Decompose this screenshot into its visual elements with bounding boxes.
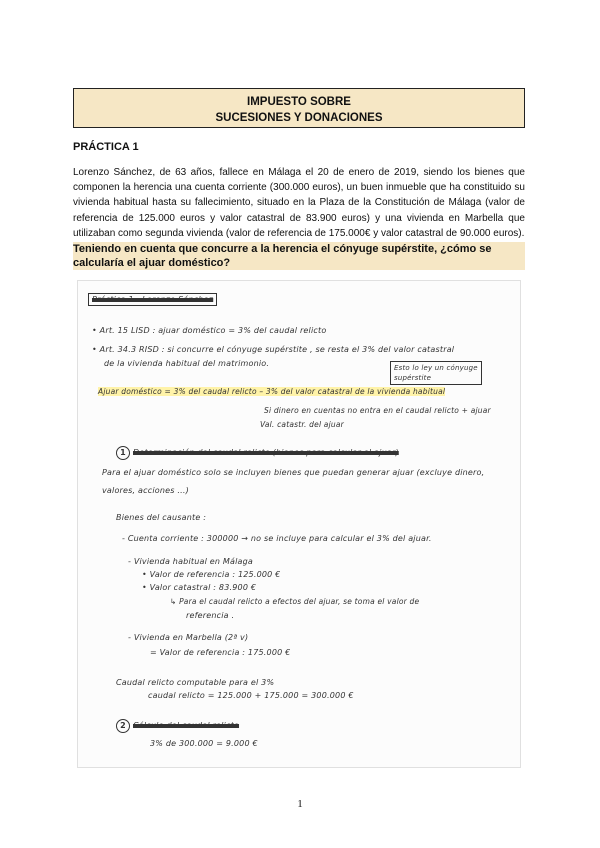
notes-line: - Cuenta corriente : 300000 → no se incluye para calcular el 3% del ajuar. bbox=[122, 534, 432, 543]
notes-line bbox=[98, 387, 445, 396]
notes-line: - Vivienda habitual en Málaga bbox=[128, 557, 253, 566]
notes-line: Val. catastr. del ajuar bbox=[260, 420, 344, 429]
handwritten-notes-image bbox=[77, 280, 521, 768]
step-1-title: Determinación del caudal relicto (bienes para calcular el ajuar) bbox=[133, 448, 399, 457]
statement-paragraph: Lorenzo Sánchez, de 63 años, fallece en Málaga el 20 de enero de 2019, siendo los bienes que componen la herencia una cuenta corriente (300.000 euros), un buen inmueble que ha constituido su vivienda habitual hasta su fallecimiento, situado en la Plaza de la Constitución de Málaga (valor de referencia de 125.000 euros y valor catastral de 83.900 euros) y una vivienda en Marbella que utilizaban como segunda vivienda (valor de referencia de 175.000€ y valor catastral de 90.000 euros). bbox=[73, 167, 525, 239]
practice-heading: PRÁCTICA 1 bbox=[73, 141, 139, 153]
notes-line: • Art. 15 LISD : ajuar doméstico = 3% del caudal relicto bbox=[92, 326, 327, 335]
notes-line: Bienes del causante : bbox=[116, 513, 207, 522]
notes-line: 3% de 300.000 = 9.000 € bbox=[150, 739, 258, 748]
notes-box-note-line: Esto lo ley un cónyuge bbox=[394, 364, 478, 372]
notes-box-note bbox=[390, 361, 482, 385]
notes-line: de la vivienda habitual del matrimonio. bbox=[104, 359, 270, 368]
step-1-number: 1 bbox=[116, 446, 130, 460]
notes-step-2 bbox=[116, 719, 239, 733]
question-text: Teniendo en cuenta que concurre a la herencia el cónyuge supérstite, ¿cómo se calcularía el ajuar doméstico? bbox=[73, 242, 525, 270]
notes-line: valores, acciones ...) bbox=[102, 486, 189, 495]
notes-formula: Ajuar doméstico = 3% del caudal relicto – 3% del valor catastral de la vivienda habitual bbox=[98, 387, 446, 396]
notes-line: • Valor de referencia : 125.000 € bbox=[142, 570, 281, 579]
notes-line: = Valor de referencia : 175.000 € bbox=[150, 648, 291, 657]
notes-box-note-line: supérstite bbox=[394, 374, 432, 382]
title-box bbox=[73, 88, 525, 128]
step-2-title: Cálculo del caudal relicto bbox=[133, 721, 240, 730]
page-number: 1 bbox=[297, 798, 303, 810]
notes-line: • Valor catastral : 83.900 € bbox=[142, 583, 257, 592]
notes-line: caudal relicto = 125.000 + 175.000 = 300.000 € bbox=[148, 691, 354, 700]
step-2-number: 2 bbox=[116, 719, 130, 733]
notes-step-1 bbox=[116, 446, 399, 460]
notes-line: referencia . bbox=[186, 611, 235, 620]
title-line-1: IMPUESTO SOBRE bbox=[247, 96, 351, 108]
notes-line: • Art. 34.3 RISD : si concurre el cónyuge supérstite , se resta el 3% del valor catastral bbox=[92, 345, 455, 354]
notes-line: Caudal relicto computable para el 3% bbox=[116, 678, 275, 687]
notes-line: Si dinero en cuentas no entra en el caudal relicto + ajuar bbox=[264, 406, 491, 415]
notes-line: - Vivienda en Marbella (2ª v) bbox=[128, 633, 249, 642]
notes-heading: Práctica 1 - Lorenzo Sánchez bbox=[88, 293, 217, 306]
title-line-2: SUCESIONES Y DONACIONES bbox=[215, 112, 383, 124]
notes-line: Para el ajuar doméstico solo se incluyen bienes que puedan generar ajuar (excluye dinero, bbox=[102, 468, 485, 477]
notes-line: ↳ Para el caudal relicto a efectos del ajuar, se toma el valor de bbox=[170, 597, 420, 606]
